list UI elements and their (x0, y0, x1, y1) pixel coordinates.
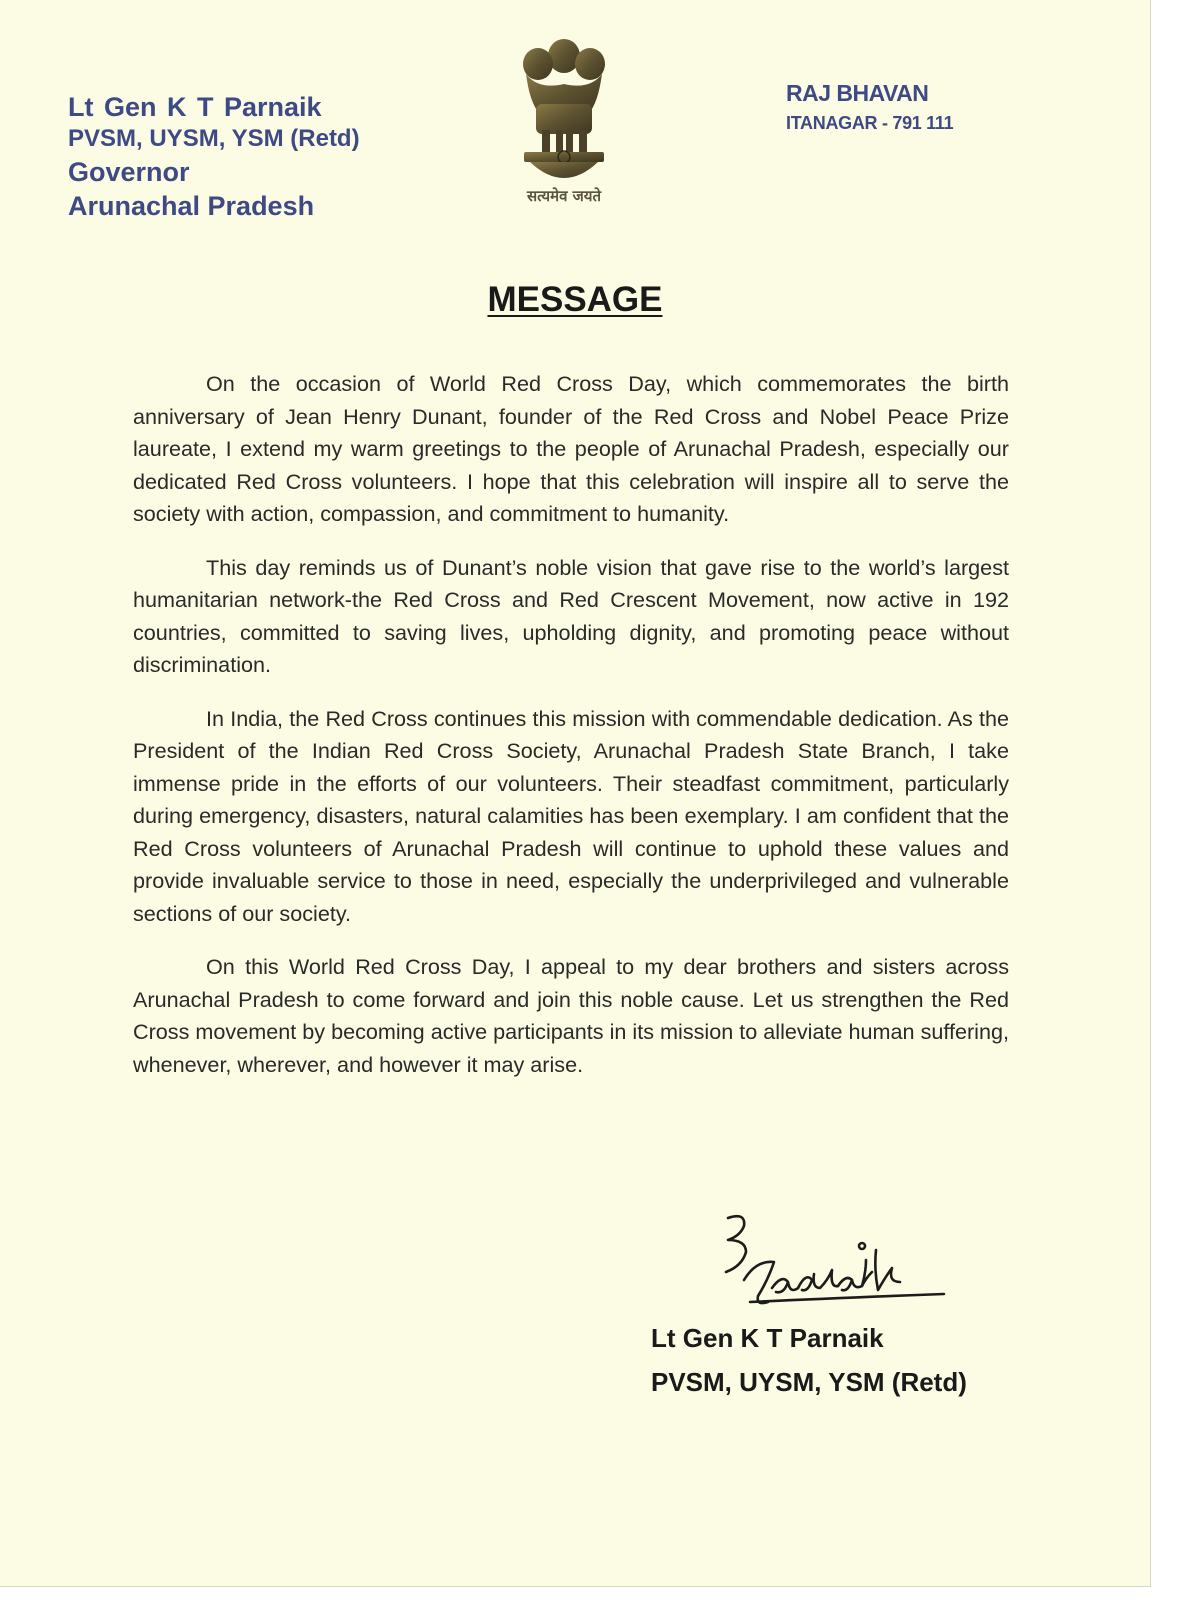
message-title (0, 280, 1150, 320)
signature-graphic (716, 1210, 956, 1330)
signer-name: Lt Gen K T Parnaik (651, 1323, 884, 1353)
message-title-text: MESSAGE (487, 280, 663, 319)
sender-block (68, 90, 360, 223)
paragraph: This day reminds us of Dunant’s noble vision that gave rise to the world’s largest humanitarian network-the Red Cross and Red Crescent Movement, now active in 192 countries, committed to saving lives, upholding dignity, and promoting peace without discrimination. (133, 554, 1009, 677)
sender-state: Arunachal Pradesh (68, 191, 315, 222)
office-name: RAJ BHAVAN (786, 80, 929, 106)
emblem-motto: सत्यमेव जयते (526, 187, 602, 205)
paragraph: On this World Red Cross Day, I appeal to my dear brothers and sisters across Arunachal Pradesh to come forward and join this noble cause. Let us strengthen the Red Cross movement by becoming active participants in its mission to alleviate human suffering, whenever, wherever, and however it may arise. (133, 954, 1009, 1077)
handwritten-signature (716, 1210, 956, 1330)
paragraph: On the occasion of World Red Cross Day, which commemorates the birth anniversary of Jean Henry Dunant, founder of the Red Cross and Nobel Peace Prize laureate, I extend my warm greetings to the people of Arunachal Pradesh, especially our dedicated Red Cross volunteers. I hope that this celebration will inspire all to serve the society with action, compassion, and commitment to humanity. (133, 371, 1009, 526)
signer-honours: PVSM, UYSM, YSM (Retd) (651, 1367, 967, 1397)
state-emblem-icon (500, 34, 628, 220)
sender-designation: Governor (68, 156, 190, 187)
sender-honours: PVSM, UYSM, YSM (Retd) (68, 125, 360, 153)
city-pincode: ITANAGAR - 791 111 (786, 113, 954, 133)
signer-block (651, 1320, 967, 1400)
sender-name: Lt Gen K T Parnaik (68, 92, 322, 122)
address-block (786, 80, 953, 134)
message-body (133, 368, 1009, 1102)
paragraph: In India, the Red Cross continues this mission with commendable dedication. As the President of the Indian Red Cross Society, Arunachal Pradesh State Branch, I take immense pride in the efforts of our volunteers. Their steadfast commitment, particularly during emergency, disasters, natural calamities has been exemplary. I am confident that the Red Cross volunteers of Arunachal Pradesh will continue to uphold these values and provide invaluable service to those in need, especially the underprivileged and vulnerable sections of our society. (133, 705, 1009, 926)
emblem-graphic (500, 34, 628, 184)
